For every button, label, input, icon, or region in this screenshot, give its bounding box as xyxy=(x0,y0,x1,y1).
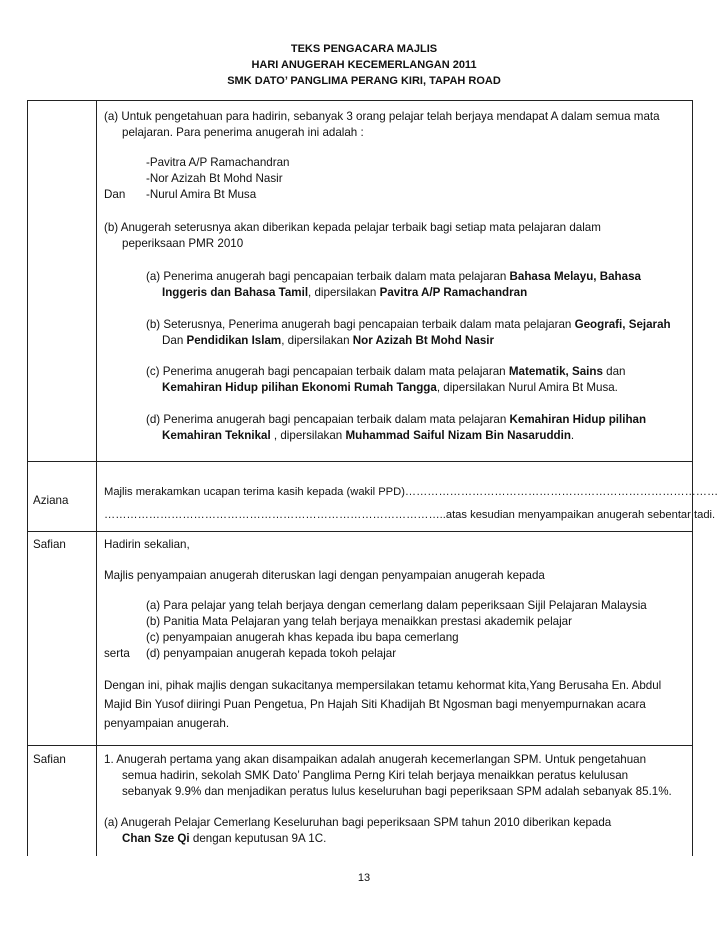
closing-line-1: Dengan ini, pihak majlis dengan sukacitanya mempersilakan tetamu kehormat kita,Yang Berusaha En. Abdul xyxy=(104,679,662,692)
sub-item-b-line-2: Dan Pendidikan Islam, dipersilakan Nor Azizah Bt Mohd Nasir xyxy=(162,334,495,347)
award-list-item: (c) penyampaian anugerah khas kepada ibu bapa cemerlang xyxy=(146,631,459,644)
greeting: Hadirin sekalian, xyxy=(104,538,190,551)
recipient-name: -Pavitra A/P Ramachandran xyxy=(146,156,290,169)
sub-item-a-line-2: Inggeris dan Bahasa Tamil, dipersilakan Pavitra A/P Ramachandran xyxy=(162,286,528,299)
recipient-name: -Nurul Amira Bt Musa xyxy=(146,188,257,201)
para-b-line-1: (b) Anugerah seterusnya akan diberikan kepada pelajar terbaik bagi setiap mata pelajaran dalam xyxy=(104,221,601,234)
serta-label: serta xyxy=(104,647,130,660)
sub-item-b-line-1: (b) Seterusnya, Penerima anugerah bagi pencapaian terbaik dalam mata pelajaran Geografi, Sejarah xyxy=(146,318,671,331)
sub-item-c-line-2: Kemahiran Hidup pilihan Ekonomi Rumah Tangga, dipersilakan Nurul Amira Bt Musa. xyxy=(162,381,618,394)
award-para-line-2: semua hadirin, sekolah SMK Dato’ Panglima Perng Kiri telah berjaya menaikkan peratus kelulusan xyxy=(122,769,629,782)
thanks-line-2: ………………………………………………………………………………..atas kesudian menyampaikan anugerah sebentar tadi. xyxy=(104,509,716,521)
header-line-3: SMK DATO’ PANGLIMA PERANG KIRI, TAPAH ROAD xyxy=(227,75,501,87)
sub-item-d-line-1: (d) Penerima anugerah bagi pencapaian terbaik dalam mata pelajaran Kemahiran Hidup pilihan xyxy=(146,413,647,426)
script-table xyxy=(27,100,693,856)
award-para-a-line-2: Chan Sze Qi dengan keputusan 9A 1C. xyxy=(122,832,327,845)
recipient-name: -Nor Azizah Bt Mohd Nasir xyxy=(146,172,283,185)
award-list-item: (d) penyampaian anugerah kepada tokoh pelajar xyxy=(146,647,397,660)
award-para-line-3: sebanyak 9.9% dan menjadikan peratus lulus keseluruhan bagi peperiksaan SPM adalah sebanyak 85.1%. xyxy=(122,785,672,798)
sub-item-a-line-1: (a) Penerima anugerah bagi pencapaian terbaik dalam mata pelajaran Bahasa Melayu, Bahasa xyxy=(146,270,641,283)
page-number: 13 xyxy=(357,872,371,884)
thanks-line-1: Majlis merakamkan ucapan terima kasih kepada (wakil PPD)………………………………………………………………………… xyxy=(104,486,719,498)
award-para-a-line-1: (a) Anugerah Pelajar Cemerlang Keseluruhan bagi peperiksaan SPM tahun 2010 diberikan kepada xyxy=(104,816,612,829)
header-line-2: HARI ANUGERAH KECEMERLANGAN 2011 xyxy=(251,59,477,71)
award-list-item: (a) Para pelajar yang telah berjaya dengan cemerlang dalam peperiksaan Sijil Pelajaran Malaysia xyxy=(146,599,647,612)
header-line-1: TEKS PENGACARA MAJLIS xyxy=(290,43,438,55)
column-divider xyxy=(96,100,97,856)
speaker-label: Safian xyxy=(33,753,66,766)
award-para-line-1: 1. Anugerah pertama yang akan disampaikan adalah anugerah kecemerlangan SPM. Untuk pengetahuan xyxy=(104,753,647,766)
row-divider xyxy=(27,745,693,746)
sub-item-d-line-2: Kemahiran Teknikal , dipersilakan Muhammad Saiful Nizam Bin Nasaruddin. xyxy=(162,429,575,442)
dan-label: Dan xyxy=(104,188,126,201)
speaker-label: Aziana xyxy=(33,494,69,507)
row-divider xyxy=(27,461,693,462)
para-a-line-1: (a) Untuk pengetahuan para hadirin, sebanyak 3 orang pelajar telah berjaya mendapat A dalam semua mata xyxy=(104,110,660,123)
para-a-line-2: pelajaran. Para penerima anugerah ini adalah : xyxy=(122,126,364,139)
speaker-label: Safian xyxy=(33,538,66,551)
closing-line-3: penyampaian anugerah. xyxy=(104,717,230,730)
closing-line-2: Majid Bin Yusof diiringi Puan Pengetua, Pn Hajah Siti Khadijah Bt Ngosman bagi menyempurnakan acara xyxy=(104,698,646,711)
intro-line: Majlis penyampaian anugerah diteruskan lagi dengan penyampaian anugerah kepada xyxy=(104,569,545,582)
para-b-line-2: peperiksaan PMR 2010 xyxy=(122,237,244,250)
sub-item-c-line-1: (c) Penerima anugerah bagi pencapaian terbaik dalam mata pelajaran Matematik, Sains dan xyxy=(146,365,626,378)
award-list-item: (b) Panitia Mata Pelajaran yang telah berjaya menaikkan prestasi akademik pelajar xyxy=(146,615,572,628)
row-divider xyxy=(27,531,693,532)
